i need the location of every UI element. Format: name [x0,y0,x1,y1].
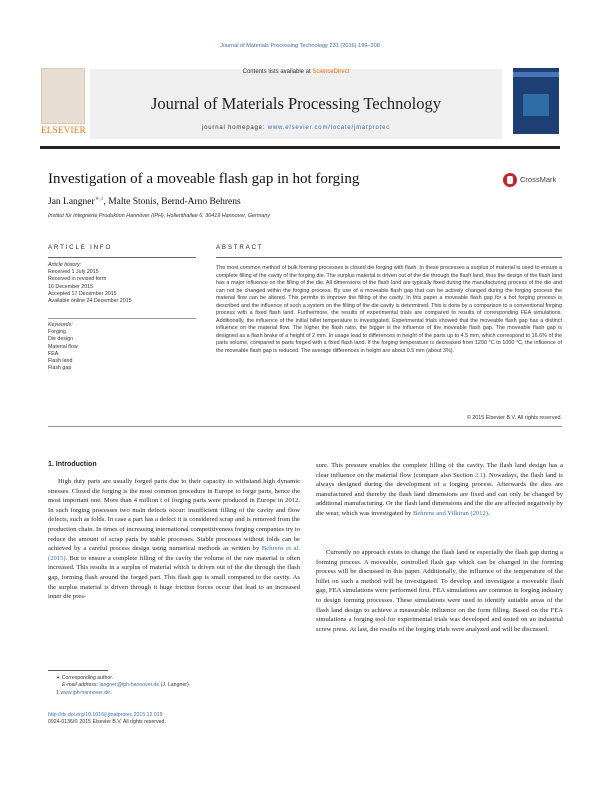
keyword: Forging [48,329,66,336]
author-list [48,196,241,207]
keyword: Die design [48,336,74,343]
keyword: Flash gap [48,365,72,372]
article-info-rule [48,257,196,258]
intro-right-paragraph-2: Currently no approach exists to change the flash land or especially the flash gap during a forming process. A moveable, controlled flash gap which can be changed in the forming process will be discussed in this paper. Additionally, the influence of the temperature of the billet on such a method will be investigated. To develop and investigate a moveable flash gap, FEA simulations were performed first. FEA simulations are common in forging industry to design forming processes. These simulations were used to identify suitable areas of the flash land design to achieve a measurable influence on the form filling. Based on the FEA simulations a forging tool for experimental trials was developed and tested on an industrial screw press. At last, the results of the forging trials were analyzed and will be discussed. [316,549,563,633]
elsevier-tree-icon [41,68,85,124]
keywords-label: Keywords: [48,322,73,328]
intro-text: sure. This pressure enables the complete filling of the cavity. The flash land design has a clear influence on the material flow (compare also Section [316,462,563,479]
elsevier-logo [41,68,85,134]
abstract-bottom-rule [48,426,562,427]
header-rule [40,146,560,149]
affiliation: Institut für Integrierte Produktion Hannover (IPH), Hollerithallee 6, 30419 Hannover, Germany [48,213,271,219]
keywords [48,322,198,372]
article-history [48,262,198,305]
history-item: 16 December 2015 [48,283,94,290]
history-item: Accepted 17 December 2015 [48,290,117,297]
abstract-rule [216,257,562,258]
cover-image [523,94,549,116]
author-footnote-marks[interactable]: ∗,1 [94,196,104,202]
article-info-heading: ARTICLE INFO [48,244,113,251]
intro-text: . [488,509,490,517]
abstract-heading: ABSTRACT [216,244,264,251]
homepage-prefix: journal homepage: [201,125,268,131]
journal-homepage [90,125,502,131]
history-item: Available online 24 December 2015 [48,298,132,305]
journal-banner [90,69,502,139]
journal-header [40,60,560,140]
intro-text: ). Nowadays, the flash land is always designed during the development of a forging process. Afterwards the dies are manufactured and thereby the flash land dimensions are fixed and can only be changed by additional manufacturing. Or the flash land dimensions and the die are affected negatively by die wear, which was investigated by [316,471,563,517]
abstract-copyright: © 2015 Elsevier B.V. All rights reserved. [466,415,562,421]
article-history-label: Article history: [48,262,82,268]
email-suffix: (J. Langner). [159,682,191,689]
web-suffix: . [109,689,112,696]
issn-line: 0924-0136/© 2015 Elsevier B.V. All rights reserved. [48,719,166,726]
web-mark: 1 [56,689,61,696]
crossmark-badge[interactable] [503,172,565,188]
history-item: Received in revised form [48,276,107,283]
ref-section-2-1[interactable]: 2.1 [474,471,484,479]
contents-prefix: Contents lists available at [242,69,313,75]
crossmark-label: CrossMark [520,175,557,184]
intro-left-paragraph [48,477,300,602]
section-heading-introduction: 1. Introduction [48,461,97,468]
abstract-text: The most common method of bulk forming processes is closed die forging with flash. In these processes a surplus of material is used to ensure a complete filling of the cavity of the forging die. The surplus material is driven out of the die through the flash land, thus the design of the flash land has a major influence on the filling of the die. All dimensions of the flash land are typically fixed during the manufacturing process of the die and can not be changed within the forging process. By use of a moveable flash gap that can be actively changed during the forging process the material flow can be altered. This permits to improve the filling of the cavity. In this paper a moveable flash gap for a hot forging process is described and the influence of such a system on the filling of the die cavity is determined. This is done by a comparison to a conventional forging process with a fixed flash land. Furthermore, the results of experimental trials are compared to results of corresponding FEA simulations. Additionally, the influence of the initial billet temperature is investigated. Experimental trials showed that the moveable flash gap has a distinct influence on the material flow. The higher the flash ratio, the bigger is the influence of the moveable flash gap. The moveable flash gap is designed as a flash brake of a height of 2 mm. In usage lead to differences in height of the parts up to 4.5 mm, which correspond to 16.6% of the parts volume, compared to parts forged with a fixed flash land. If the forging temperature is decreased from 1200 °C to 1000 °C, the influence of the moveable flash gap is reduced. The average differences in height are about 0.5 mm (about 3%). [216,265,563,355]
crossmark-icon [503,173,517,187]
footnote-corresponding: ∗ Corresponding author. [56,675,114,681]
homepage-link[interactable]: www.elsevier.com/locate/jmatprotec [267,125,391,131]
email-label: E-mail address: [62,682,100,689]
doi-link[interactable]: http://dx.doi.org/10.1016/j.jmatprotec.2015.12.019 [48,712,163,718]
journal-citation[interactable]: Journal of Materials Processing Technology 231 (2016) 199–208 [220,43,380,49]
journal-cover-thumbnail [513,68,559,134]
footnote-rule [48,670,108,671]
journal-name: Journal of Materials Processing Technology [151,94,441,113]
keyword: Material flow [48,343,78,350]
footnote-web [56,690,306,697]
cover-band [513,72,559,77]
keyword: Flash land [48,358,73,365]
intro-text: . But to ensure a complete filling of the cavity the volume of the raw material is often increased. This results in a surplus of material which is driven out of the die through the flash gap, forming flash around the forged part. This flash gap is small compared to the cavity. As the surplus material is driven through it huge friction forces occur that lead to an increased inner die pres- [48,554,300,601]
sciencedirect-link[interactable]: ScienceDirect [312,69,350,75]
web-link[interactable]: www.iph-hannover.de [60,689,110,696]
other-authors: , Malte Stonis, Bernd-Arno Behrens [103,197,241,208]
intro-right-paragraph-1 [316,461,563,519]
email-link[interactable]: langner@iph-hannover.de [99,682,160,689]
elsevier-wordmark: ELSEVIER [41,125,86,135]
first-author: Jan Langner [48,197,95,208]
ref-behrens-2015[interactable]: Behrens et al. (2015) [48,545,300,562]
keyword: FEA [48,350,59,357]
footnote-email [56,682,306,689]
intro-text: High duty parts are usually forged parts due to their capacity to withstand high dynamic stresses. Closed die forging is the most common procedure in Europe to forge parts, hence the most important one. More than 4 million t of forging parts were produced in Europe in 2012. In such forging processes two main defects occur: insufficient filling of the cavity and flow defects, such as folds. In case a part has a defect it is considered scrap and is removed from the production chain. In times of increasing international competitiveness forging companies try to reduce the amount of scrap parts by stable processes. Stable processes without folds can be achieved by a careful process design using numerical methods as written by [48,478,300,553]
contents-line [90,69,502,75]
ref-behrens-yilkiran-2012[interactable]: Behrens and Yilkiran (2012) [412,509,488,517]
doi-block [48,712,348,727]
history-item: Received 1 July 2015 [48,269,99,276]
keywords-rule [48,318,196,319]
footnotes [56,675,306,697]
article-title: Investigation of a moveable flash gap in hot forging [48,171,360,187]
